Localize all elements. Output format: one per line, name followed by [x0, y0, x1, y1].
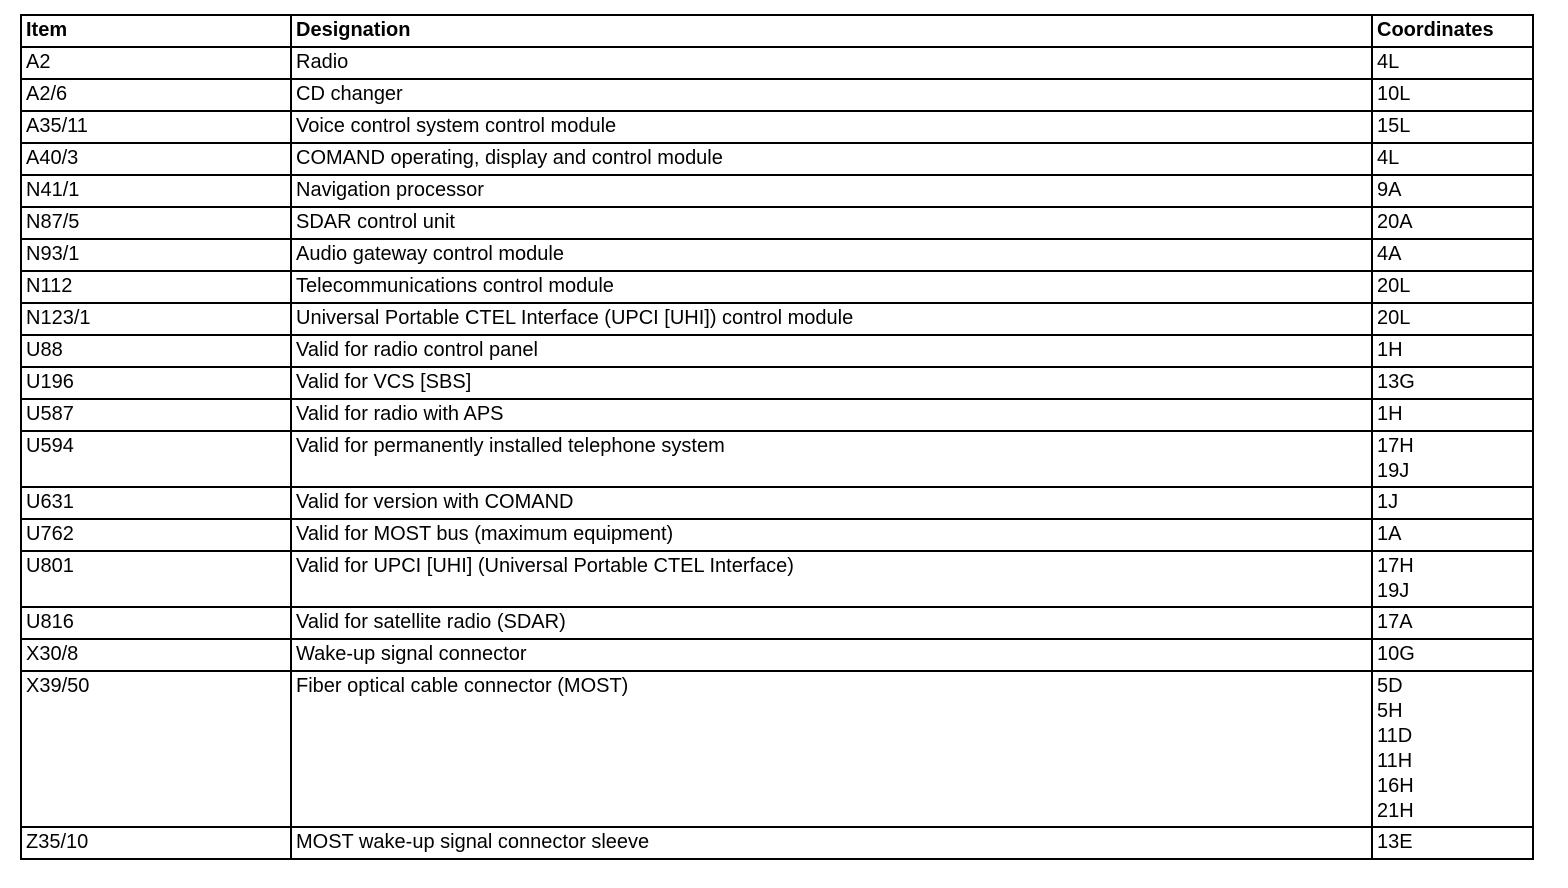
- item-cell: N93/1: [21, 239, 291, 271]
- coordinates-cell: [1372, 79, 1533, 111]
- coordinate-value: 19J: [1377, 460, 1410, 482]
- coordinate-value: 17H: [1377, 435, 1414, 457]
- coordinates-cell: [1372, 143, 1533, 175]
- table-row: [21, 607, 1533, 639]
- coordinates-cell: [1372, 607, 1533, 639]
- designation-cell: Valid for version with COMAND: [291, 487, 1372, 519]
- coordinate-value: 20L: [1377, 307, 1411, 329]
- item-cell: A2/6: [21, 79, 291, 111]
- component-legend-table: [20, 14, 1534, 860]
- coordinate-value: 9A: [1377, 179, 1402, 201]
- coordinates-cell: [1372, 431, 1533, 487]
- coordinates-cell: [1372, 335, 1533, 367]
- item-cell: N41/1: [21, 175, 291, 207]
- item-cell: Z35/10: [21, 827, 291, 859]
- coordinates-cell: [1372, 671, 1533, 827]
- designation-cell: Valid for MOST bus (maximum equipment): [291, 519, 1372, 551]
- item-cell: A35/11: [21, 111, 291, 143]
- item-cell: U88: [21, 335, 291, 367]
- table-row: [21, 175, 1533, 207]
- table-row: [21, 271, 1533, 303]
- item-cell: U196: [21, 367, 291, 399]
- coordinate-value: 1A: [1377, 523, 1402, 545]
- designation-cell: Universal Portable CTEL Interface (UPCI [UHI]) control module: [291, 303, 1372, 335]
- coordinate-value: 15L: [1377, 115, 1411, 137]
- item-cell: A40/3: [21, 143, 291, 175]
- coordinate-value: 10G: [1377, 643, 1415, 665]
- table-row: [21, 671, 1533, 827]
- item-cell: U762: [21, 519, 291, 551]
- item-cell: N87/5: [21, 207, 291, 239]
- item-cell: N123/1: [21, 303, 291, 335]
- table-header: [21, 15, 1533, 47]
- item-cell: U594: [21, 431, 291, 487]
- designation-cell: MOST wake-up signal connector sleeve: [291, 827, 1372, 859]
- coordinates-cell: [1372, 551, 1533, 607]
- designation-cell: Valid for satellite radio (SDAR): [291, 607, 1372, 639]
- item-cell: U816: [21, 607, 291, 639]
- coordinate-value: 4A: [1377, 243, 1402, 265]
- designation-cell: Valid for radio control panel: [291, 335, 1372, 367]
- item-cell: X39/50: [21, 671, 291, 827]
- coordinates-cell: [1372, 47, 1533, 79]
- coordinates-cell: [1372, 175, 1533, 207]
- item-cell: U631: [21, 487, 291, 519]
- designation-cell: Valid for VCS [SBS]: [291, 367, 1372, 399]
- designation-cell: Navigation processor: [291, 175, 1372, 207]
- coordinate-value: 19J: [1377, 580, 1410, 602]
- table-row: [21, 431, 1533, 487]
- coordinates-cell: [1372, 303, 1533, 335]
- coordinates-cell: [1372, 827, 1533, 859]
- table-row: [21, 399, 1533, 431]
- coordinates-cell: [1372, 271, 1533, 303]
- table-row: [21, 79, 1533, 111]
- table-row: [21, 367, 1533, 399]
- table-row: [21, 143, 1533, 175]
- header-row: [21, 15, 1533, 47]
- item-cell: U801: [21, 551, 291, 607]
- table-row: [21, 639, 1533, 671]
- coordinates-column-header: Coordinates: [1372, 15, 1533, 47]
- item-column-header: Item: [21, 15, 291, 47]
- table-row: [21, 207, 1533, 239]
- coordinate-value: 21H: [1377, 800, 1414, 822]
- designation-cell: Audio gateway control module: [291, 239, 1372, 271]
- coordinate-value: 13E: [1377, 831, 1413, 853]
- designation-cell: Valid for permanently installed telephone system: [291, 431, 1372, 487]
- designation-cell: Telecommunications control module: [291, 271, 1372, 303]
- table-row: [21, 303, 1533, 335]
- coordinate-value: 5D: [1377, 675, 1403, 697]
- item-cell: A2: [21, 47, 291, 79]
- table-row: [21, 487, 1533, 519]
- table-row: [21, 111, 1533, 143]
- coordinates-cell: [1372, 111, 1533, 143]
- coordinate-value: 4L: [1377, 51, 1400, 73]
- designation-cell: Radio: [291, 47, 1372, 79]
- coordinate-value: 17H: [1377, 555, 1414, 577]
- coordinates-cell: [1372, 487, 1533, 519]
- coordinate-value: 11D: [1377, 725, 1413, 747]
- coordinate-value: 11H: [1377, 750, 1413, 772]
- table-row: [21, 47, 1533, 79]
- designation-cell: Voice control system control module: [291, 111, 1372, 143]
- designation-cell: Valid for radio with APS: [291, 399, 1372, 431]
- designation-cell: CD changer: [291, 79, 1372, 111]
- table-row: [21, 335, 1533, 367]
- designation-cell: Fiber optical cable connector (MOST): [291, 671, 1372, 827]
- coordinates-cell: [1372, 207, 1533, 239]
- table-row: [21, 239, 1533, 271]
- table-body: [21, 47, 1533, 859]
- coordinate-value: 16H: [1377, 775, 1414, 797]
- table-row: [21, 827, 1533, 859]
- coordinate-value: 1H: [1377, 339, 1403, 361]
- coordinate-value: 1H: [1377, 403, 1403, 425]
- coordinate-value: 20A: [1377, 211, 1413, 233]
- coordinates-cell: [1372, 239, 1533, 271]
- item-cell: X30/8: [21, 639, 291, 671]
- coordinate-value: 20L: [1377, 275, 1411, 297]
- coordinate-value: 5H: [1377, 700, 1403, 722]
- coordinates-cell: [1372, 639, 1533, 671]
- designation-cell: Valid for UPCI [UHI] (Universal Portable CTEL Interface): [291, 551, 1372, 607]
- designation-cell: Wake-up signal connector: [291, 639, 1372, 671]
- coordinates-cell: [1372, 367, 1533, 399]
- coordinate-value: 4L: [1377, 147, 1400, 169]
- item-cell: U587: [21, 399, 291, 431]
- item-cell: N112: [21, 271, 291, 303]
- designation-cell: COMAND operating, display and control module: [291, 143, 1372, 175]
- designation-cell: SDAR control unit: [291, 207, 1372, 239]
- designation-column-header: Designation: [291, 15, 1372, 47]
- table-row: [21, 519, 1533, 551]
- coordinate-value: 13G: [1377, 371, 1415, 393]
- coordinates-cell: [1372, 519, 1533, 551]
- table-row: [21, 551, 1533, 607]
- coordinate-value: 10L: [1377, 83, 1411, 105]
- coordinate-value: 17A: [1377, 611, 1413, 633]
- coordinates-cell: [1372, 399, 1533, 431]
- coordinate-value: 1J: [1377, 491, 1399, 513]
